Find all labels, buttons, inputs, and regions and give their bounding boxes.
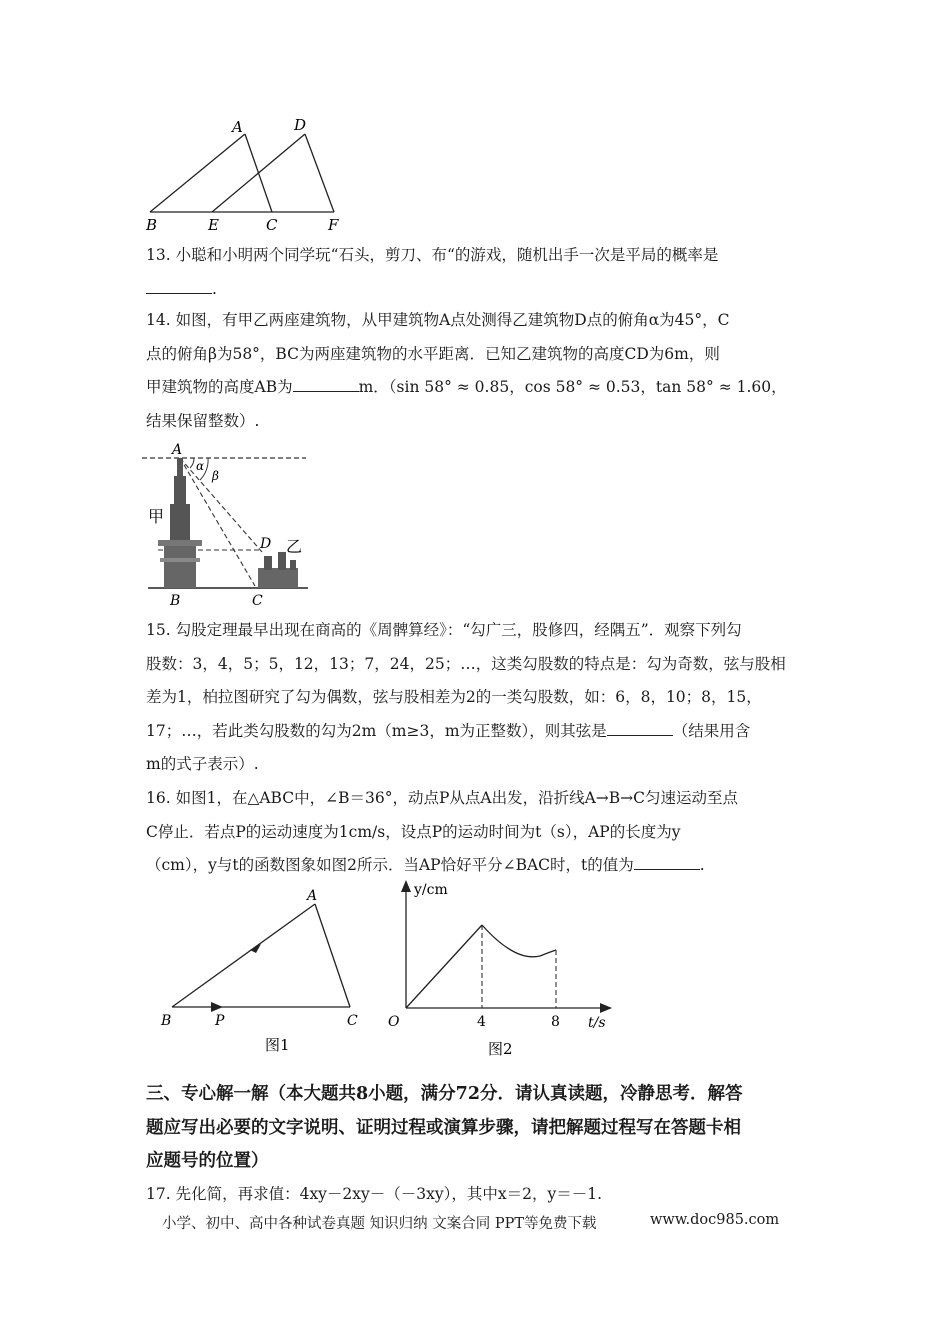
question-15-line5: m的式子表示）. — [146, 755, 259, 773]
label-D: D — [294, 116, 307, 134]
figure-2-graph — [380, 872, 620, 1062]
question-16-line3b: . — [699, 856, 705, 874]
section-3-heading — [146, 1078, 816, 1179]
label-E: E — [208, 216, 219, 234]
arrow-down-left-icon — [250, 944, 261, 953]
label-C: C — [347, 1013, 358, 1029]
arrow-up-icon — [401, 880, 411, 892]
question-14-line1: 14. 如图，有甲乙两座建筑物，从甲建筑物A点处测得乙建筑物D点的俯角α为45°，C — [146, 311, 730, 329]
question-16 — [146, 782, 814, 883]
question-16-line1: 16. 如图1，在△ABC中，∠B＝36°，动点P从点A出发，沿折线A→B→C匀速运动至点 — [146, 789, 738, 807]
label-C: C — [252, 593, 263, 609]
question-15-line4b: （结果用含 — [672, 721, 751, 740]
label-C: C — [266, 216, 278, 234]
y-axis-label: y/cm — [414, 882, 448, 898]
question-15-line3: 差为1，柏拉图研究了勾为偶数，弦与股相差为2的一类勾股数，如：6，8，10；8，15， — [146, 688, 762, 706]
label-D: D — [260, 536, 272, 552]
figure-1-triangle — [155, 880, 370, 1060]
tick-label-8: 8 — [551, 1014, 560, 1030]
arrow-right-icon — [600, 1003, 612, 1013]
question-17 — [146, 1178, 814, 1212]
question-13 — [146, 239, 814, 306]
label-jia: 甲 — [148, 507, 165, 526]
building-yi-icon — [258, 552, 298, 588]
tick-label-4: 4 — [477, 1014, 486, 1030]
question-14-line4: 结果保留整数）. — [146, 411, 260, 430]
answer-blank-15[interactable] — [607, 715, 673, 736]
label-beta: β — [212, 469, 219, 483]
label-F: F — [328, 216, 339, 234]
question-17-text: 17. 先化简，再求值：4xy－2xy－（－3xy），其中x＝2，y＝－1. — [146, 1185, 603, 1203]
footer-url[interactable]: www.doc985.com — [650, 1212, 780, 1228]
label-A: A — [232, 118, 243, 136]
section-3-line2: 题应写出必要的文字说明、证明过程或演算步骤，请把解题过程写在答题卡相 — [146, 1117, 741, 1138]
origin-label: O — [388, 1014, 400, 1030]
figure-1-caption: 图1 — [265, 1036, 290, 1054]
question-15 — [146, 614, 814, 782]
label-A: A — [307, 888, 318, 904]
question-14 — [146, 304, 814, 438]
section-3-line1: 三、专心解一解（本大题共8小题，满分72分．请认真读题，冷静思考．解答 — [146, 1084, 743, 1104]
question-14-line3b: m．（sin 58° ≈ 0.85，cos 58° ≈ 0.53，tan 58° ≈ 1.60， — [358, 378, 787, 396]
question-15-line4a: 17；…，若此类勾股数的勾为2m（m≥3，m为正整数），则其弦是 — [146, 721, 607, 740]
footer-text: 小学、初中、高中各种试卷真题 知识归纳 文案合同 PPT等免费下载 — [162, 1216, 597, 1232]
figure-buildings — [140, 440, 315, 610]
question-15-line2: 股数：3，4，5；5，12，13；7，24，25；…，这类勾股数的特点是：勾为奇数，弦与股相 — [146, 654, 786, 673]
question-13-end: . — [212, 279, 217, 298]
question-14-line3a: 甲建筑物的高度AB为 — [146, 378, 293, 396]
figure-2-caption: 图2 — [488, 1040, 513, 1058]
label-B: B — [146, 216, 158, 234]
figure-two-triangles — [140, 112, 350, 237]
label-yi: 乙 — [286, 537, 303, 556]
question-15-line1: 15. 勾股定理最早出现在商高的《周髀算经》：“勾广三，股修四，经隅五”．观察下列勾 — [146, 621, 742, 639]
section-3-line3: 应题号的位置） — [146, 1151, 269, 1171]
question-16-line3a: （cm），y与t的函数图象如图2所示．当AP恰好平分∠BAC时，t的值为 — [146, 856, 634, 874]
answer-blank-16[interactable] — [634, 849, 700, 870]
label-A: A — [172, 442, 183, 458]
label-B: B — [161, 1013, 172, 1029]
label-P: P — [215, 1013, 225, 1029]
label-B: B — [170, 593, 181, 609]
question-16-line2: C停止．若点P的运动速度为1cm/s，设点P的运动时间为t（s），AP的长度为y — [146, 822, 681, 841]
x-axis-label: t/s — [588, 1015, 606, 1031]
question-13-text: 13. 小聪和小明两个同学玩“石头，剪刀、布“的游戏，随机出手一次是平局的概率是 — [146, 246, 719, 264]
label-alpha: α — [196, 459, 205, 473]
answer-blank-13[interactable] — [146, 273, 212, 294]
arrow-right-icon — [211, 1002, 223, 1012]
answer-blank-14[interactable] — [293, 371, 359, 392]
question-14-line2: 点的俯角β为58°，BC为两座建筑物的水平距离．已知乙建筑物的高度CD为6m，则 — [146, 344, 720, 363]
building-jia-icon — [158, 458, 205, 588]
